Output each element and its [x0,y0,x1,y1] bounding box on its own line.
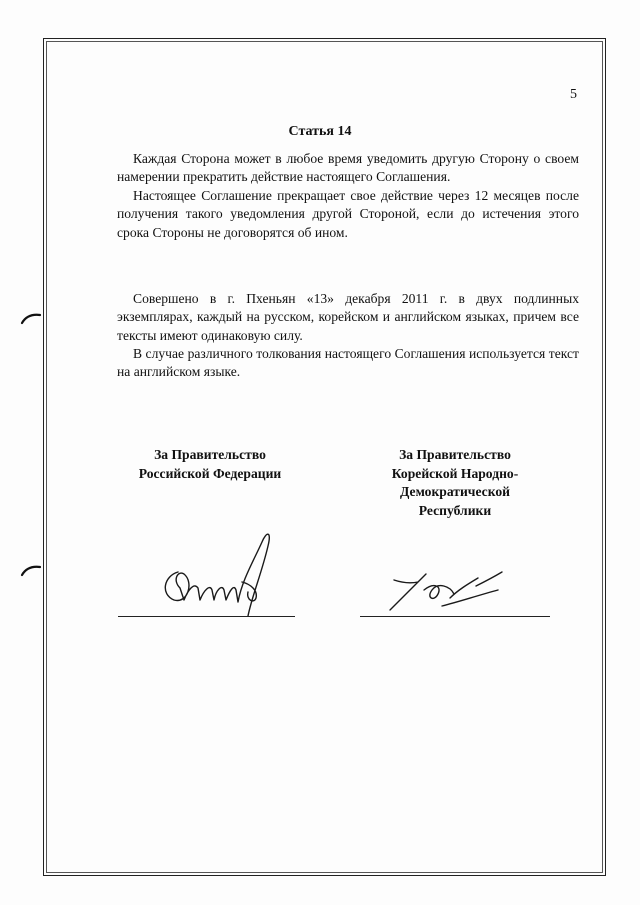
binding-mark-lower [20,564,42,578]
binding-mark-upper [20,312,42,326]
article-paragraph-2: Настоящее Соглашение прекращает свое действие через 12 месяцев после получения такого уведомления другой Стороной, если до истечения этого срока Стороны не договорятся об ином. [117,188,579,240]
article-paragraph-1: Каждая Сторона может в любое время уведомить другую Сторону о своем намерении прекратить действие настоящего Соглашения. [117,151,579,185]
execution-paragraph-1: Совершено в г. Пхеньян «13» декабря 2011 г. в двух подлинных экземплярах, каждый на русском, корейском и английском языках, причем все тексты имеют одинаковую силу. [117,291,579,343]
page-number: 5 [570,87,577,102]
signatory-left-line-1: За Правительство [154,447,266,462]
signature-left [150,520,290,620]
signature-right [380,560,520,620]
signatory-right-line-3: Демократической [400,484,510,499]
signatory-left [110,446,310,483]
signatory-right-line-2: Корейской Народно- [391,465,519,481]
signatory-right [355,446,555,520]
signatory-right-line-4: Республики [418,502,492,518]
signatory-left-line-2: Российской Федерации [138,465,282,481]
execution-paragraph-2: В случае различного толкования настоящего Соглашения используется текст на английском языке. [117,346,579,380]
signature-line-left [118,616,295,617]
signatory-right-line-1: За Правительство [399,447,511,462]
signature-line-right [360,616,550,617]
article-heading: Статья 14 [288,124,352,139]
